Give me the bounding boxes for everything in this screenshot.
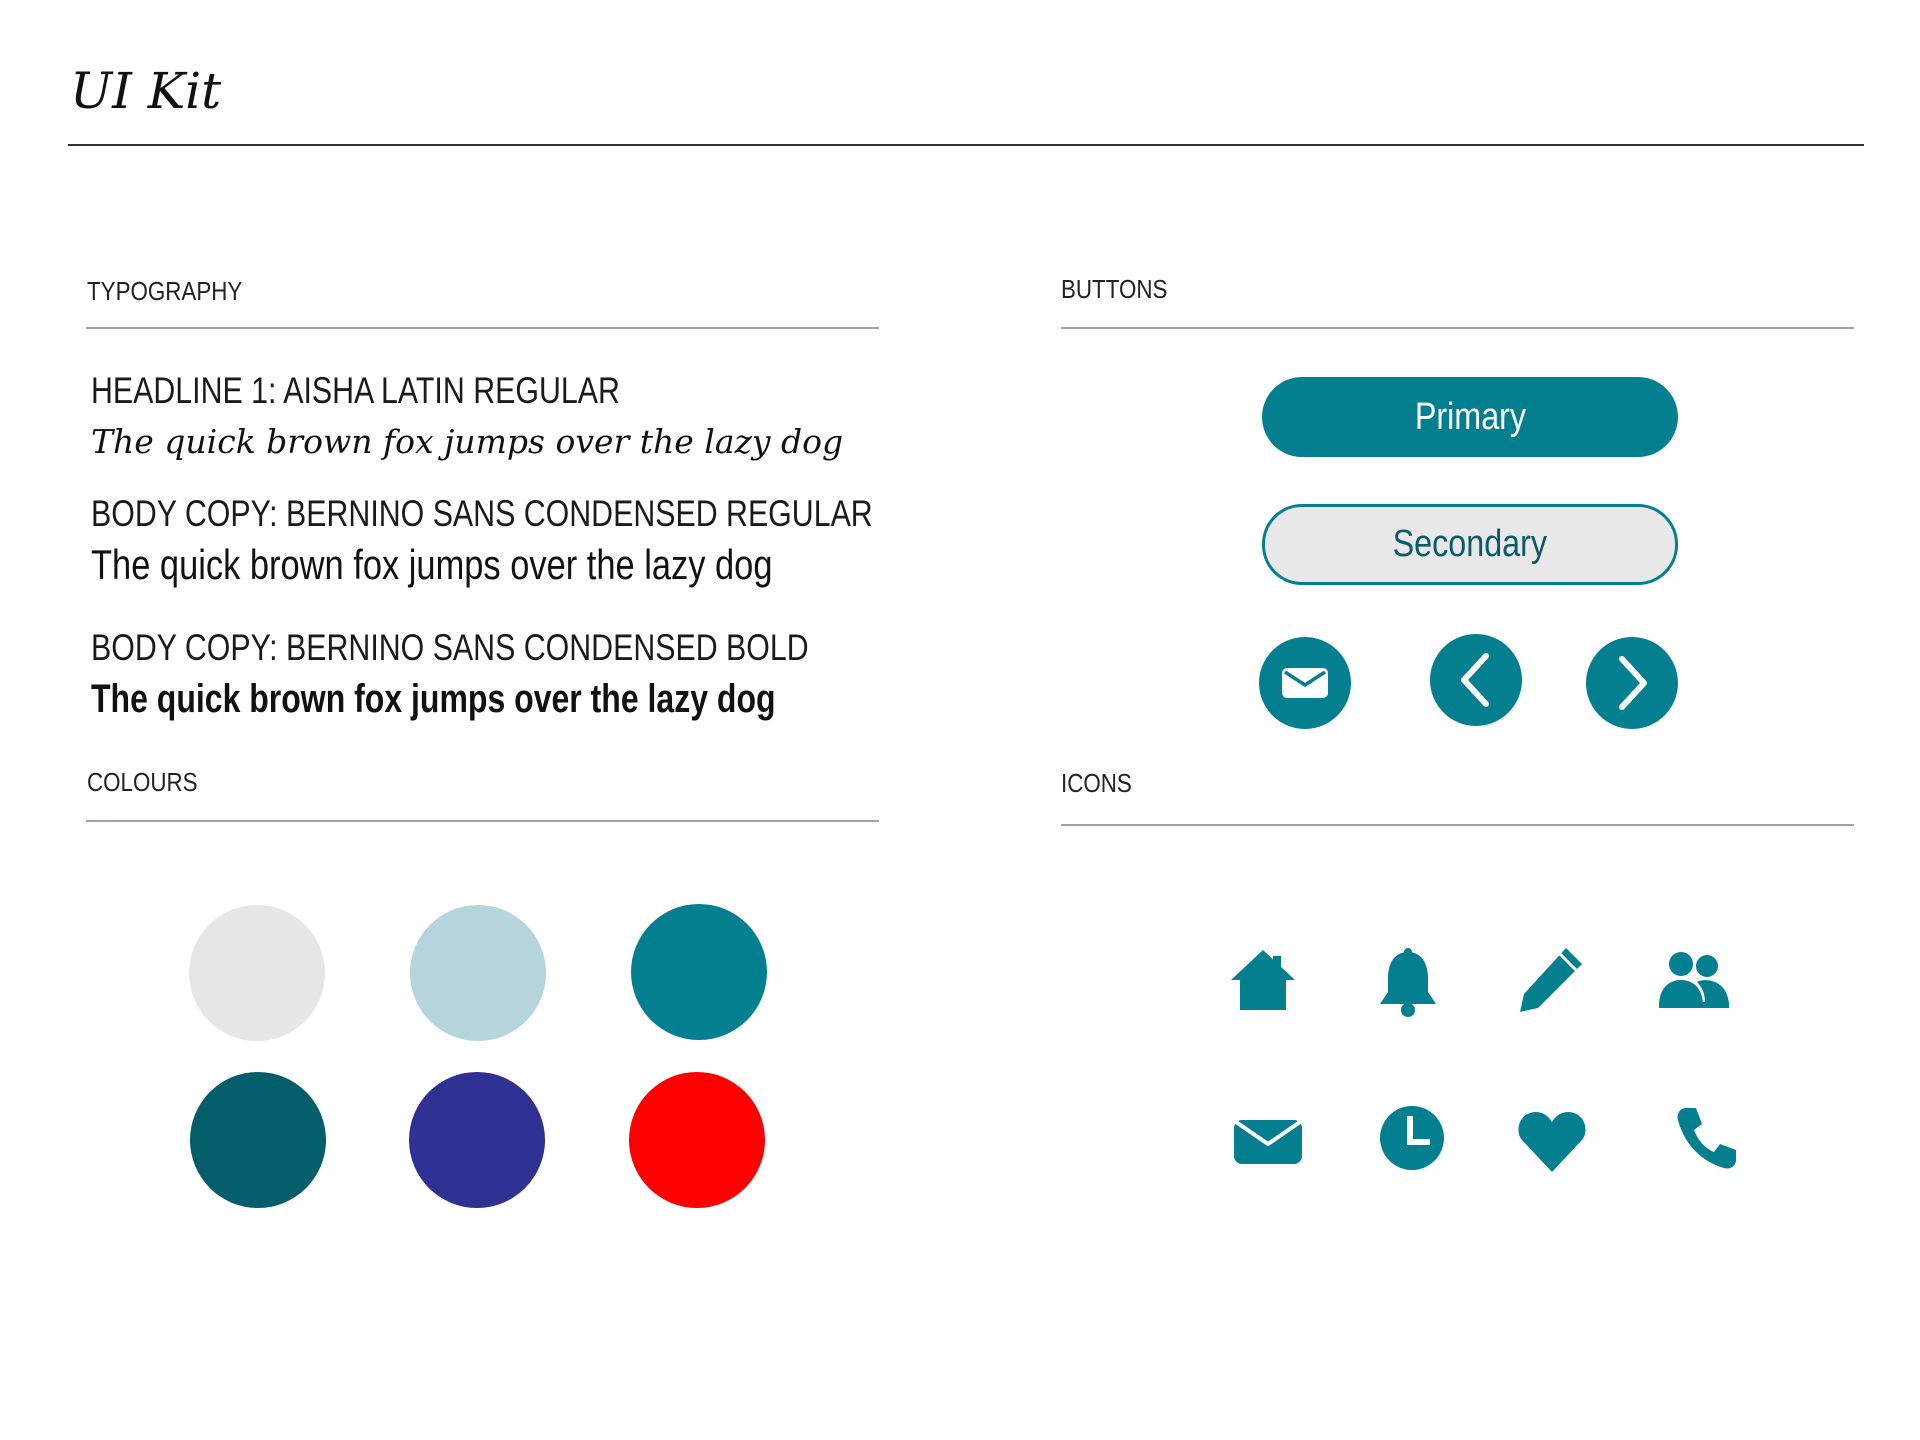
- colours-heading: COLOURS: [87, 767, 198, 797]
- page-title: UI Kit: [70, 62, 222, 120]
- colour-swatch-light-blue: [410, 905, 546, 1041]
- phone-icon: [1670, 1102, 1742, 1174]
- pencil-icon: [1514, 944, 1586, 1016]
- secondary-button[interactable]: [1262, 504, 1678, 585]
- bell-icon: [1372, 946, 1444, 1018]
- buttons-divider: [1061, 327, 1854, 329]
- colour-swatch-light-grey: [189, 905, 325, 1041]
- buttons-heading: BUTTONS: [1061, 274, 1168, 304]
- colours-divider: [86, 820, 879, 822]
- envelope-icon: [1232, 1104, 1304, 1176]
- mail-round-button[interactable]: [1259, 637, 1351, 729]
- next-round-button[interactable]: [1586, 637, 1678, 729]
- title-divider: [68, 144, 1864, 146]
- body-bold-sample: The quick brown fox jumps over the lazy dog: [91, 677, 776, 721]
- body-bold-spec-label: BODY COPY: BERNINO SANS CONDENSED BOLD: [91, 627, 809, 668]
- primary-button-label: Primary: [1414, 395, 1526, 438]
- colour-swatch-red: [629, 1072, 765, 1208]
- users-icon: [1657, 944, 1729, 1016]
- previous-round-button[interactable]: [1430, 634, 1522, 726]
- headline-sample: The quick brown fox jumps over the lazy dog: [91, 422, 844, 461]
- secondary-button-label: Secondary: [1392, 523, 1548, 565]
- primary-button[interactable]: [1262, 377, 1678, 457]
- body-regular-spec-label: BODY COPY: BERNINO SANS CONDENSED REGULAR: [91, 493, 873, 534]
- chevron-right-icon: [1612, 655, 1652, 711]
- home-icon: [1227, 944, 1299, 1016]
- clock-icon: [1376, 1102, 1448, 1174]
- chevron-left-icon: [1456, 652, 1496, 708]
- headline-spec-label: HEADLINE 1: AISHA LATIN REGULAR: [91, 370, 620, 411]
- icons-heading: ICONS: [1061, 768, 1132, 798]
- colour-swatch-dark-teal: [190, 1072, 326, 1208]
- body-regular-sample: The quick brown fox jumps over the lazy dog: [91, 541, 773, 588]
- colour-swatch-indigo: [409, 1072, 545, 1208]
- icons-divider: [1061, 824, 1854, 826]
- typography-heading: TYPOGRAPHY: [87, 276, 243, 306]
- typography-divider: [86, 327, 879, 329]
- envelope-icon: [1282, 668, 1328, 698]
- colour-swatch-teal: [631, 904, 767, 1040]
- heart-icon: [1516, 1104, 1588, 1176]
